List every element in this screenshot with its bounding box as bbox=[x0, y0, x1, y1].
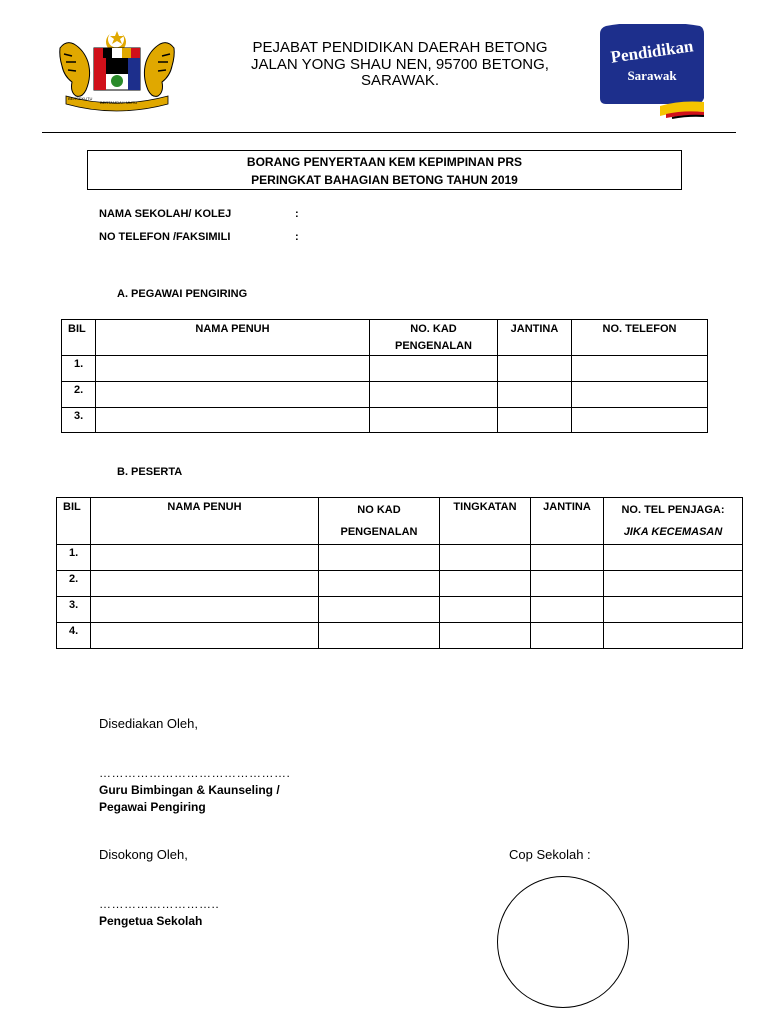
ic-cell[interactable] bbox=[319, 623, 440, 649]
form-title-line1: BORANG PENYERTAAN KEM KEPIMPINAN PRS bbox=[246, 155, 523, 169]
gender-cell[interactable] bbox=[531, 571, 604, 597]
prepared-by-signature-line[interactable]: ………………………………………. bbox=[99, 766, 291, 780]
supported-by-role: Pengetua Sekolah bbox=[99, 914, 203, 928]
row-number: 3. bbox=[57, 597, 91, 623]
office-address-line1: JALAN YONG SHAU NEN, 95700 BETONG, bbox=[251, 56, 549, 73]
row-number: 4. bbox=[57, 623, 91, 649]
supported-by-signature-line[interactable]: ……………………….. bbox=[99, 897, 220, 911]
ic-cell[interactable] bbox=[319, 571, 440, 597]
phone-fax-colon: : bbox=[295, 231, 299, 243]
ic-cell[interactable] bbox=[370, 408, 498, 433]
gender-cell[interactable] bbox=[531, 545, 604, 571]
name-cell[interactable] bbox=[91, 571, 319, 597]
column-header-ic-number bbox=[370, 320, 498, 356]
guardian-header-line1: NO. TEL PENJAGA: bbox=[621, 504, 725, 516]
column-header-full-name: NAMA PENUH bbox=[96, 320, 370, 356]
ic-cell[interactable] bbox=[370, 356, 498, 382]
table-row bbox=[57, 597, 743, 623]
table-header-row bbox=[57, 498, 743, 545]
column-header-full-name: NAMA PENUH bbox=[91, 498, 319, 545]
gender-cell[interactable] bbox=[531, 597, 604, 623]
ic-header-line2: PENGENALAN bbox=[340, 526, 418, 538]
table-row bbox=[62, 382, 708, 408]
form-level-cell[interactable] bbox=[440, 597, 531, 623]
prepared-by-role-line1: Guru Bimbingan & Kaunseling / bbox=[99, 783, 280, 797]
column-header-bil: BIL bbox=[62, 320, 96, 356]
column-header-guardian-phone bbox=[604, 498, 743, 545]
table-row bbox=[57, 545, 743, 571]
gender-cell[interactable] bbox=[498, 382, 572, 408]
gender-cell[interactable] bbox=[498, 408, 572, 433]
phone-cell[interactable] bbox=[572, 356, 708, 382]
column-header-phone: NO. TELEFON bbox=[572, 320, 708, 356]
prepared-by-label: Disediakan Oleh, bbox=[99, 716, 198, 731]
gender-cell[interactable] bbox=[531, 623, 604, 649]
name-cell[interactable] bbox=[96, 408, 370, 433]
name-cell[interactable] bbox=[96, 356, 370, 382]
table-row bbox=[57, 571, 743, 597]
row-number: 1. bbox=[62, 356, 96, 382]
section-b-heading: B. PESERTA bbox=[117, 466, 183, 478]
school-stamp-circle bbox=[497, 876, 629, 1008]
ic-header-line1: NO KAD bbox=[357, 504, 401, 516]
phone-cell[interactable] bbox=[572, 408, 708, 433]
form-level-cell[interactable] bbox=[440, 571, 531, 597]
header-divider bbox=[42, 132, 736, 133]
coat-of-arms-motto-left: BERSEKUTU bbox=[68, 96, 93, 101]
form-title-line2: PERINGKAT BAHAGIAN BETONG TAHUN 2019 bbox=[251, 173, 518, 187]
row-number: 2. bbox=[62, 382, 96, 408]
gender-cell[interactable] bbox=[498, 356, 572, 382]
school-name-label: NAMA SEKOLAH/ KOLEJ bbox=[99, 208, 232, 220]
name-cell[interactable] bbox=[96, 382, 370, 408]
participants-table bbox=[56, 497, 743, 649]
name-cell[interactable] bbox=[91, 545, 319, 571]
guardian-phone-cell[interactable] bbox=[604, 545, 743, 571]
form-level-cell[interactable] bbox=[440, 623, 531, 649]
column-header-ic-number bbox=[319, 498, 440, 545]
form-title-box bbox=[87, 150, 682, 190]
ic-cell[interactable] bbox=[370, 382, 498, 408]
row-number: 3. bbox=[62, 408, 96, 433]
column-header-bil: BIL bbox=[57, 498, 91, 545]
phone-fax-label: NO TELEFON /FAKSIMILI bbox=[99, 231, 231, 243]
guardian-phone-cell[interactable] bbox=[604, 623, 743, 649]
office-name: PEJABAT PENDIDIKAN DAERAH BETONG bbox=[252, 39, 548, 56]
guardian-header-line2: JIKA KECEMASAN bbox=[623, 526, 723, 538]
escort-officer-table bbox=[61, 319, 708, 433]
table-row bbox=[57, 623, 743, 649]
pendidikan-logo-text: Pendidikan bbox=[609, 36, 695, 67]
name-cell[interactable] bbox=[91, 623, 319, 649]
section-a-heading: A. PEGAWAI PENGIRING bbox=[117, 288, 248, 300]
ic-header-line1: NO. KAD bbox=[410, 323, 457, 335]
row-number: 1. bbox=[57, 545, 91, 571]
ic-header-line2: PENGENALAN bbox=[394, 340, 472, 352]
table-header-row bbox=[62, 320, 708, 356]
guardian-phone-cell[interactable] bbox=[604, 571, 743, 597]
guardian-phone-cell[interactable] bbox=[604, 597, 743, 623]
table-row bbox=[62, 356, 708, 382]
column-header-gender: JANTINA bbox=[531, 498, 604, 545]
column-header-form-level: TINGKATAN bbox=[440, 498, 531, 545]
prepared-by-role-line2: Pegawai Pengiring bbox=[99, 800, 206, 814]
phone-cell[interactable] bbox=[572, 382, 708, 408]
school-stamp-label: Cop Sekolah : bbox=[509, 847, 591, 862]
ic-cell[interactable] bbox=[319, 545, 440, 571]
form-level-cell[interactable] bbox=[440, 545, 531, 571]
supported-by-label: Disokong Oleh, bbox=[99, 847, 188, 862]
office-address-line2: SARAWAK. bbox=[360, 72, 440, 89]
ic-cell[interactable] bbox=[319, 597, 440, 623]
table-row bbox=[62, 408, 708, 433]
sarawak-logo-text: Sarawak bbox=[627, 68, 677, 83]
school-name-colon: : bbox=[295, 208, 299, 220]
row-number: 2. bbox=[57, 571, 91, 597]
name-cell[interactable] bbox=[91, 597, 319, 623]
coat-of-arms-motto-right: BERTAMBAH MUTU bbox=[100, 100, 138, 105]
column-header-gender: JANTINA bbox=[498, 320, 572, 356]
